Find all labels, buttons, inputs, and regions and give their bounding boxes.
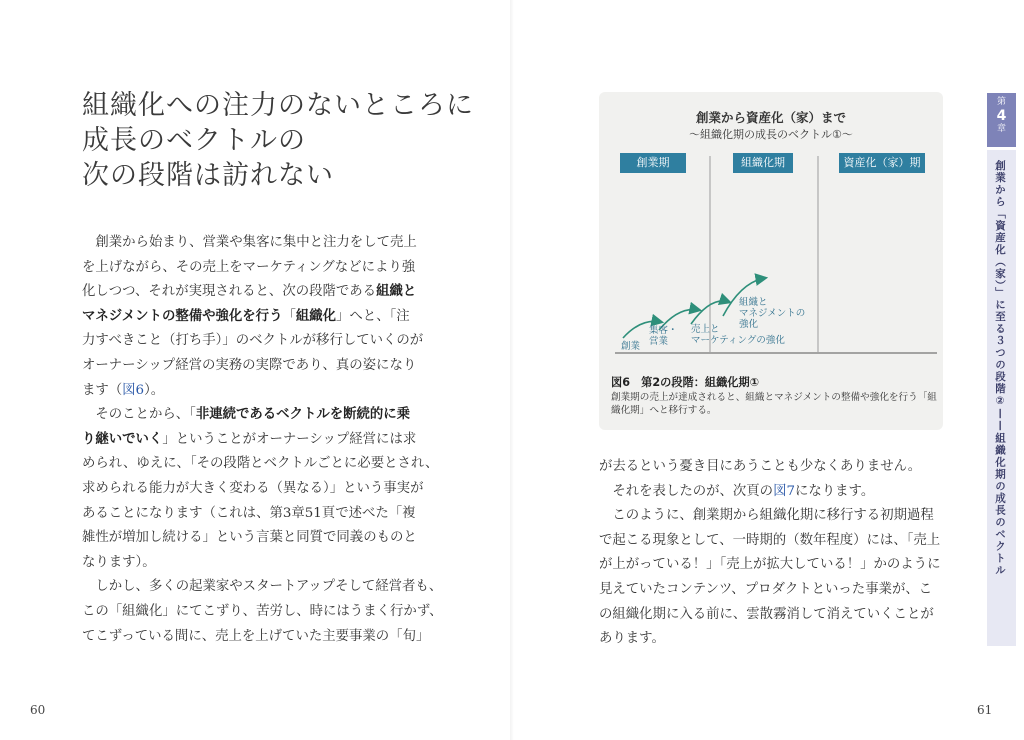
text-run: 」ということがオーナーシップ経営には求 [162,431,417,447]
text-line [82,551,438,576]
chapter-label-bottom: 章 [996,124,1006,134]
text-line [82,575,443,600]
text-line [82,280,438,305]
text-run: 創業から始まり、営業や集客に集中と注力をして売上 [82,235,417,250]
text-run: 化しつつ、それが実現されると、次の段階である [82,284,377,300]
text-line [82,305,438,330]
text-line [82,428,438,453]
text-line [82,403,438,428]
text-run: オーナーシップ経営の実務の実際であり、真の姿になり [82,357,417,373]
text-line [82,379,438,404]
right-body-text [599,455,955,652]
text-line [82,231,438,256]
text-run: になります。 [795,483,875,499]
text-run: を上げながら、その売上をマーケティングなどにより強 [82,259,416,275]
text-line [599,455,955,480]
text-run: 」へと、「注 [336,308,410,324]
figure-reference-link[interactable]: 図6 [122,382,145,398]
text-run: なります）。 [82,554,156,570]
emphasis-text: 組織化 [295,308,337,324]
text-run: の組織化期に入る前に、雲散霧消して消えていくことが [599,606,934,622]
chapter-number: 4 [996,108,1007,124]
heading-line: 組織化への注力のないところに [82,90,474,121]
emphasis-text: 組織と [376,284,417,300]
chapter-running-title: 創業から「資産化（家）」に至る３つの段階②——組織化期の成長のベクトル [994,160,1006,577]
label-organization: 組織と マネジメントの 強化 [739,297,806,330]
text-run: 求められる能力が大きく変わる（異なる）」という事実が [82,480,424,496]
text-run: しかし、多くの起業家やスタートアップそして経営者も、 [82,579,443,595]
text-line [82,256,438,281]
text-line [82,329,438,354]
emphasis-text: マネジメントの整備や強化を行う [82,308,283,324]
figure-caption-title: 図6 第2の段階：組織化期① [611,376,760,389]
figure-reference-link[interactable]: 図7 [773,483,795,499]
label-founding: 創業 [621,341,641,352]
text-line [82,354,438,379]
figure-6-card [599,92,943,430]
text-line [82,502,438,527]
phase-founding: 創業期 [620,153,686,173]
text-run: 雑性が増加し続ける」という言葉と同質で同義のものと [82,530,417,546]
text-line [82,477,438,502]
text-run: 「 [282,308,296,324]
text-line [599,603,955,628]
section-heading [82,88,482,193]
text-run: で起こる現象として、一時期的（数年程度）には、「売上 [599,532,941,548]
left-body-text [82,231,443,649]
text-run: てこずっている間に、売上を上げていた主要事業の「旬」 [82,628,430,644]
text-line [82,452,438,477]
label-customer: 集客・ 営業 [649,325,678,347]
text-run: ）。 [144,382,165,398]
text-line [599,627,955,652]
text-run: が上がっている！」「売上が拡大している！」かのように [599,557,941,573]
spread-gutter [510,0,514,740]
heading-line: 次の段階は訪れない [82,160,334,191]
text-line [599,553,955,578]
emphasis-text: り継いでいく [82,431,163,447]
text-run: 力すべきこと（打ち手）」のベクトルが移行していくのが [82,333,424,349]
text-line [82,625,438,650]
text-line [82,526,438,551]
figure-subtitle: ～組織化期の成長のベクトル①～ [689,128,853,141]
figure-caption-text: 創業期の売上が達成されると、組織とマネジメントの整備や強化を行う「組織化期」へと移行する。 [611,392,937,416]
text-run: められ、ゆえに、「その段階とベクトルごとに必要とされ、 [82,456,439,472]
figure-title: 創業から資産化（家）まで [695,110,846,125]
text-line [599,578,955,603]
text-line [599,504,955,529]
text-run: あります。 [599,631,665,647]
text-run: が去るという憂き目にあうことも少なくありません。 [599,459,922,474]
page-number-right: 61 [977,703,993,717]
text-run: このように、創業期から組織化期に移行する初期過程 [599,508,934,524]
emphasis-text: 非連続であるベクトルを断続的に乗 [195,407,411,423]
heading-line: 成長のベクトルの [82,125,306,156]
text-line [599,529,955,554]
text-run: ます（ [82,382,123,398]
text-run: あることになります（これは、第3章51頁で述べた「複 [82,505,416,521]
chapter-label-top: 第 [996,97,1006,107]
phase-organization: 組織化期 [733,153,793,173]
chapter-tab [987,93,1016,147]
text-line [82,600,443,625]
text-run: 見えていたコンテンツ、プロダクトといった事業が、こ [599,581,933,597]
text-run: それを表したのが、次頁の [599,483,774,499]
text-run: この「組織化」にてこずり、苦労し、時にはうまく行かず、 [82,603,443,619]
text-line [599,480,955,505]
label-sales: 売上と マーケティングの強化 [691,324,785,346]
text-run: そのことから、「 [82,407,196,423]
phase-assetization: 資産化（家）期 [839,153,925,173]
page-number-left: 60 [30,703,46,717]
